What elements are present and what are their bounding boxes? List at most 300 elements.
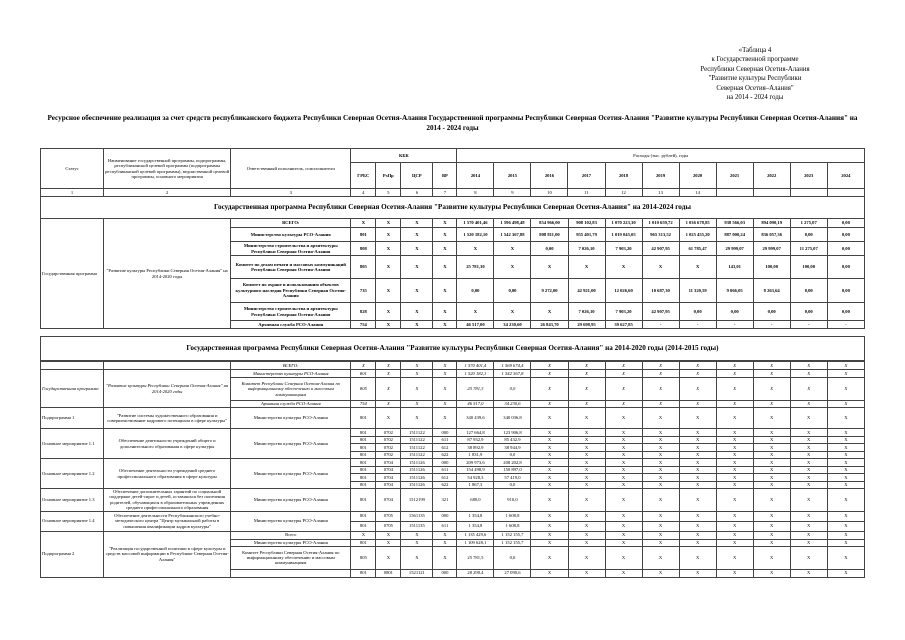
row-vr: 000 bbox=[433, 429, 457, 437]
row-value: Х bbox=[716, 429, 753, 437]
row-value: Х bbox=[753, 511, 790, 521]
row-status: Подпрограмма 1 bbox=[41, 408, 104, 429]
row-value: - bbox=[679, 321, 716, 329]
row-value: Х bbox=[642, 451, 679, 459]
row-value: Х bbox=[679, 466, 716, 474]
row-value: Х bbox=[642, 539, 679, 546]
row-program-name: "Реализация государственной политики в сфере культуры и средств массовой информации в Республике Северная Осетия-Алания" bbox=[104, 531, 231, 577]
header-grbs: ГРБС bbox=[351, 163, 376, 189]
row-value: Х bbox=[642, 489, 679, 512]
row-executor: Министерство культуры РСО-Алания bbox=[231, 228, 351, 242]
row-grbs: Х bbox=[351, 531, 376, 539]
row-vr: 612 bbox=[433, 474, 457, 482]
row-value: Х bbox=[679, 444, 716, 452]
row-value: Х bbox=[790, 378, 827, 401]
col-number: 12 bbox=[605, 189, 642, 197]
row-value: 85 432,9 bbox=[494, 436, 531, 444]
row-value: Х bbox=[605, 546, 642, 569]
row-grbs: 805 bbox=[351, 378, 376, 401]
row-value: Х bbox=[642, 362, 679, 370]
row-value: Х bbox=[790, 521, 827, 531]
row-value: 1 542 367,88 bbox=[494, 228, 531, 242]
row-value: 10 687,30 bbox=[642, 279, 679, 303]
row-csr: Х bbox=[401, 539, 433, 546]
row-grbs: 801 bbox=[351, 436, 376, 444]
row-value: 12 026,60 bbox=[605, 279, 642, 303]
row-value: Х bbox=[605, 466, 642, 474]
row-program-name: Обеспечение деятельности учреждений общего и дополнительного образования в сфере культуры bbox=[104, 429, 231, 459]
row-value: Х bbox=[568, 370, 605, 378]
header-year: 2017 bbox=[568, 163, 605, 189]
row-vr: Х bbox=[433, 531, 457, 539]
row-grbs: 754 bbox=[351, 321, 376, 329]
header-year: 2024 bbox=[827, 163, 864, 189]
row-value: 1 542 367,8 bbox=[494, 370, 531, 378]
row-value: 854 966,00 bbox=[531, 219, 568, 228]
col-number: 3 bbox=[231, 189, 351, 197]
row-value: Х bbox=[605, 481, 642, 489]
row-value: Х bbox=[531, 362, 568, 370]
row-value: Х bbox=[753, 489, 790, 512]
row-value: Х bbox=[679, 481, 716, 489]
row-rzpr: 0704 bbox=[376, 466, 401, 474]
row-value: 836 057,36 bbox=[753, 228, 790, 242]
row-vr: Х bbox=[433, 321, 457, 329]
document-title: Ресурсное обеспечение реализация за счет средств республиканского бюджета Республики Северная Осетия-Алания Государственной программы Республики Северная Осетия-Алания "Развитие культуры Республики Северная Осетия-Алания" на 2014 - 2024 годы bbox=[47, 114, 858, 132]
row-vr: 622 bbox=[433, 451, 457, 459]
row-value: Х bbox=[642, 569, 679, 577]
row-csr: 1512199 bbox=[401, 489, 433, 512]
row-value: 127 664,8 bbox=[457, 429, 494, 437]
row-value: Х bbox=[642, 256, 679, 279]
row-value: - bbox=[716, 321, 753, 329]
row-csr: Х bbox=[401, 219, 433, 228]
row-value: Х bbox=[753, 436, 790, 444]
header-kbk: КБК bbox=[351, 149, 457, 163]
row-status: Государственная программа bbox=[41, 219, 104, 329]
row-value: 1 596 498,48 bbox=[494, 219, 531, 228]
row-value: 7 026,10 bbox=[568, 242, 605, 256]
row-program-name: Обеспечение дополнительных гарантий по социальной поддержке детей-сирот и детей, оставшихся без попечения родителей, обучающихся в образовательных учреждениях среднего профессионального образования bbox=[104, 489, 231, 512]
row-value: 57 419,0 bbox=[494, 474, 531, 482]
row-value: Х bbox=[827, 531, 864, 539]
row-value: Х bbox=[568, 459, 605, 467]
table-row bbox=[41, 408, 865, 429]
row-value: Х bbox=[827, 489, 864, 512]
row-value: Х bbox=[531, 481, 568, 489]
row-rzpr: 0705 bbox=[376, 521, 401, 531]
row-value: - bbox=[642, 321, 679, 329]
row-value: 39 627,85 bbox=[605, 321, 642, 329]
section1-table bbox=[40, 218, 865, 329]
table-caption-note bbox=[650, 46, 860, 102]
row-value: 340 439,6 bbox=[457, 408, 494, 429]
row-value: 46 517,0 bbox=[457, 401, 494, 408]
row-value: Х bbox=[753, 444, 790, 452]
row-value: 938 566,03 bbox=[716, 219, 753, 228]
row-value: Х bbox=[716, 489, 753, 512]
header-year: 2015 bbox=[494, 163, 531, 189]
row-value: 1 569 674,4 bbox=[494, 362, 531, 370]
row-value: Х bbox=[531, 539, 568, 546]
row-value: Х bbox=[642, 474, 679, 482]
row-value: Х bbox=[568, 539, 605, 546]
row-value: 8 263,64 bbox=[753, 279, 790, 303]
row-value: 0,00 bbox=[679, 303, 716, 321]
row-rzpr: 0702 bbox=[376, 444, 401, 452]
row-value: 1 354,8 bbox=[457, 521, 494, 531]
row-value: Х bbox=[753, 531, 790, 539]
row-value: 0,00 bbox=[827, 256, 864, 279]
row-value: Х bbox=[827, 378, 864, 401]
row-vr: Х bbox=[433, 378, 457, 401]
row-grbs: 801 bbox=[351, 474, 376, 482]
row-csr: Х bbox=[401, 546, 433, 569]
row-value: Х bbox=[716, 459, 753, 467]
section-title-2014-2024: Государственная программа Республики Северная Осетия-Алания "Развитие культуры Республики Северная Осетия-Алания" на 2014-2024 годы bbox=[41, 197, 865, 219]
row-rzpr: 0704 bbox=[376, 459, 401, 467]
row-value: 0,0 bbox=[494, 481, 531, 489]
row-executor: Комитет по охране и использованию объектов культурного наследия Республики Северная Осетия-Алания bbox=[231, 279, 351, 303]
col-number: 13 bbox=[642, 189, 679, 197]
row-value: Х bbox=[605, 521, 642, 531]
row-value: 1 570 401,4 bbox=[457, 362, 494, 370]
row-value: Х bbox=[753, 474, 790, 482]
row-value: Х bbox=[679, 378, 716, 401]
row-vr: 000 bbox=[433, 569, 457, 577]
row-value: Х bbox=[790, 429, 827, 437]
row-value: Х bbox=[716, 401, 753, 408]
row-value: 0,00 bbox=[790, 228, 827, 242]
row-rzpr: Х bbox=[376, 362, 401, 370]
row-value: Х bbox=[642, 370, 679, 378]
row-value: 42 921,00 bbox=[568, 279, 605, 303]
row-value: 1 520 182,1 bbox=[457, 370, 494, 378]
col-number: 14 bbox=[679, 189, 716, 197]
row-executor bbox=[231, 569, 351, 577]
row-value: Х bbox=[716, 370, 753, 378]
row-value: Х bbox=[679, 256, 716, 279]
row-value: 27 090,6 bbox=[494, 569, 531, 577]
row-value: Х bbox=[605, 436, 642, 444]
row-grbs: 801 bbox=[351, 481, 376, 489]
col-number: 8 bbox=[457, 189, 494, 197]
note-line: «Таблица 4 bbox=[738, 47, 772, 54]
row-value: Х bbox=[827, 481, 864, 489]
row-value: 154 498,9 bbox=[457, 466, 494, 474]
row-rzpr: Х bbox=[376, 539, 401, 546]
row-value: 0,0 bbox=[494, 546, 531, 569]
row-value: 1 109 628,1 bbox=[457, 539, 494, 546]
row-value: Х bbox=[568, 474, 605, 482]
row-status: Основное мероприятие 1.2 bbox=[41, 459, 104, 489]
row-value: 123 906,8 bbox=[494, 429, 531, 437]
row-executor: Министерство строительства и архитектуры Республики Северная Осетия-Алания bbox=[231, 242, 351, 256]
row-value: Х bbox=[716, 569, 753, 577]
row-value: Х bbox=[753, 466, 790, 474]
row-value: Х bbox=[642, 429, 679, 437]
row-value: 955 401,79 bbox=[568, 228, 605, 242]
row-csr: 1511135 bbox=[401, 521, 433, 531]
row-value: Х bbox=[605, 408, 642, 429]
col-number: 2 bbox=[104, 189, 231, 197]
row-value: Х bbox=[753, 539, 790, 546]
note-line: Республики Северная Осетия-Алания bbox=[700, 65, 810, 73]
row-value: 42 907,95 bbox=[642, 303, 679, 321]
row-value: 0,00 bbox=[827, 279, 864, 303]
table-row bbox=[41, 511, 865, 521]
row-value: Х bbox=[605, 370, 642, 378]
row-value: Х bbox=[790, 481, 827, 489]
row-rzpr: Х bbox=[376, 378, 401, 401]
row-value: Х bbox=[827, 521, 864, 531]
row-value: 7 903,20 bbox=[605, 242, 642, 256]
row-executor: Комитет Республики Северная Осетия-Алания по информационному обеспечению и массовым коммуникациям bbox=[231, 546, 351, 569]
row-rzpr: 0801 bbox=[376, 569, 401, 577]
row-rzpr: Х bbox=[376, 370, 401, 378]
row-grbs: 801 bbox=[351, 451, 376, 459]
row-value: Х bbox=[790, 511, 827, 521]
row-executor: Министерство культуры РСО-Алания bbox=[231, 459, 351, 489]
row-status bbox=[41, 362, 104, 370]
row-executor: Архивная служба РСО-Алания bbox=[231, 321, 351, 329]
row-value: 9 066,05 bbox=[716, 279, 753, 303]
row-executor: Комитет Республики Северная Осетия-Алания по информационному обеспечению и массовым коммуникациям bbox=[231, 378, 351, 401]
row-value: Х bbox=[568, 378, 605, 401]
row-rzpr: 0702 bbox=[376, 436, 401, 444]
header-csr: ЦСР bbox=[401, 163, 433, 189]
row-value: 100,00 bbox=[753, 256, 790, 279]
row-value: Х bbox=[679, 546, 716, 569]
header-name: Наименование государственной программы, подпрограммы, республиканской целевой программы (подпрограммы республиканской целевой программы), ведомственной целевой программы, основного мероприятия bbox=[104, 149, 231, 189]
row-value: Х bbox=[753, 569, 790, 577]
header-executor: Ответственный исполнитель, соисполнители bbox=[231, 149, 351, 189]
row-executor: Министерство культуры РСО-Алания bbox=[231, 539, 351, 546]
row-vr: Х bbox=[433, 362, 457, 370]
row-rzpr: 0704 bbox=[376, 474, 401, 482]
row-value: Х bbox=[531, 466, 568, 474]
row-grbs: 754 bbox=[351, 401, 376, 408]
col-number: 4 bbox=[351, 189, 376, 197]
row-csr: Х bbox=[401, 531, 433, 539]
row-value: 1 354,8 bbox=[457, 511, 494, 521]
row-value: Х bbox=[753, 459, 790, 467]
row-value: 1 152 155,7 bbox=[494, 539, 531, 546]
row-executor: Архивная служба РСО-Алания bbox=[231, 401, 351, 408]
row-value: Х bbox=[679, 451, 716, 459]
row-csr: Х bbox=[401, 378, 433, 401]
header-year: 2021 bbox=[716, 163, 753, 189]
col-number: 9 bbox=[494, 189, 531, 197]
row-value: Х bbox=[790, 408, 827, 429]
note-line: "Развитие культуры Республики bbox=[708, 75, 802, 83]
row-csr: 1511126 bbox=[401, 466, 433, 474]
row-value: Х bbox=[642, 511, 679, 521]
row-value: Х bbox=[605, 451, 642, 459]
row-vr: 321 bbox=[433, 489, 457, 512]
col-number: 5 bbox=[376, 189, 401, 197]
row-value: Х bbox=[531, 489, 568, 512]
row-value: Х bbox=[716, 466, 753, 474]
row-value: Х bbox=[642, 401, 679, 408]
row-value: Х bbox=[753, 408, 790, 429]
row-value: Х bbox=[679, 569, 716, 577]
row-value: 1 608,8 bbox=[494, 511, 531, 521]
row-value: 1 025 455,20 bbox=[679, 228, 716, 242]
row-value: 38 892,9 bbox=[457, 444, 494, 452]
row-value: 9 272,00 bbox=[531, 279, 568, 303]
row-grbs: 805 bbox=[351, 546, 376, 569]
row-value: - bbox=[790, 321, 827, 329]
row-value: Х bbox=[605, 569, 642, 577]
row-value: 1 608,8 bbox=[494, 521, 531, 531]
row-rzpr: Х bbox=[376, 303, 401, 321]
row-executor: ВСЕГО: bbox=[231, 219, 351, 228]
row-executor: Министерство культуры РСО-Алания bbox=[231, 489, 351, 512]
row-value: Х bbox=[568, 429, 605, 437]
row-value: 0,00 bbox=[827, 219, 864, 228]
row-value: Х bbox=[642, 436, 679, 444]
row-value: 54 928,3 bbox=[457, 474, 494, 482]
row-value: 0,00 bbox=[827, 228, 864, 242]
row-value: Х bbox=[753, 429, 790, 437]
row-vr: Х bbox=[433, 546, 457, 569]
row-value: 25 781,3 bbox=[457, 378, 494, 401]
row-value: Х bbox=[642, 408, 679, 429]
row-value: Х bbox=[642, 466, 679, 474]
row-csr: Х bbox=[401, 408, 433, 429]
row-value: Х bbox=[753, 481, 790, 489]
row-value: Х bbox=[716, 531, 753, 539]
table-row bbox=[41, 531, 865, 539]
note-line: к Государственной программе bbox=[711, 56, 799, 64]
row-value: Х bbox=[568, 531, 605, 539]
header-vr: ВР bbox=[433, 163, 457, 189]
row-rzpr: Х bbox=[376, 279, 401, 303]
row-vr: Х bbox=[433, 539, 457, 546]
row-value: Х bbox=[716, 451, 753, 459]
row-vr: Х bbox=[433, 228, 457, 242]
row-value: 1 570 401,46 bbox=[457, 219, 494, 228]
row-value: Х bbox=[531, 436, 568, 444]
header-status: Статус bbox=[41, 149, 104, 189]
row-csr: 1561135 bbox=[401, 511, 433, 521]
row-csr: 1511126 bbox=[401, 481, 433, 489]
row-value: Х bbox=[679, 362, 716, 370]
row-value: Х bbox=[679, 531, 716, 539]
row-value: 11 275,07 bbox=[790, 242, 827, 256]
row-value: Х bbox=[568, 256, 605, 279]
row-grbs: 801 bbox=[351, 539, 376, 546]
row-grbs: 828 bbox=[351, 303, 376, 321]
row-value: Х bbox=[494, 242, 531, 256]
header-year: 2022 bbox=[753, 163, 790, 189]
row-value: Х bbox=[457, 242, 494, 256]
row-value: 25 781,5 bbox=[457, 546, 494, 569]
row-value: 7 903,20 bbox=[605, 303, 642, 321]
row-grbs: 801 bbox=[351, 466, 376, 474]
row-value: Х bbox=[679, 429, 716, 437]
row-value: Х bbox=[531, 408, 568, 429]
row-rzpr: 0705 bbox=[376, 511, 401, 521]
row-value: 29 999,07 bbox=[716, 242, 753, 256]
row-vr: Х bbox=[433, 401, 457, 408]
row-value: 1 070 223,30 bbox=[605, 219, 642, 228]
row-value: 0,00 bbox=[494, 279, 531, 303]
row-grbs: 801 bbox=[351, 408, 376, 429]
row-value: Х bbox=[568, 451, 605, 459]
header-table bbox=[40, 148, 865, 219]
row-vr: Х bbox=[433, 303, 457, 321]
row-grbs: Х bbox=[351, 362, 376, 370]
row-value: Х bbox=[605, 401, 642, 408]
row-grbs: 801 bbox=[351, 228, 376, 242]
row-csr: 1521121 bbox=[401, 569, 433, 577]
header-year: 2020 bbox=[679, 163, 716, 189]
row-value: Х bbox=[568, 466, 605, 474]
row-csr: Х bbox=[401, 370, 433, 378]
header-year: 2014 bbox=[457, 163, 494, 189]
col-number: 10 bbox=[531, 189, 568, 197]
row-value: Х bbox=[679, 489, 716, 512]
row-status: Основное мероприятие 1.3 bbox=[41, 489, 104, 512]
note-line: на 2014 - 2024 годы bbox=[726, 94, 784, 102]
row-value: Х bbox=[753, 451, 790, 459]
row-value: 209 973,6 bbox=[457, 459, 494, 467]
row-value: Х bbox=[716, 436, 753, 444]
row-value: Х bbox=[679, 521, 716, 531]
row-value: Х bbox=[753, 521, 790, 531]
row-value: Х bbox=[531, 459, 568, 467]
row-vr: 622 bbox=[433, 481, 457, 489]
row-value: Х bbox=[568, 511, 605, 521]
row-value: Х bbox=[531, 531, 568, 539]
table-row bbox=[41, 489, 865, 512]
row-value: 150 897,0 bbox=[494, 466, 531, 474]
row-value: Х bbox=[531, 401, 568, 408]
row-executor: Министерство культуры РСО-Алания bbox=[231, 511, 351, 531]
row-status: Основное мероприятие 1.4 bbox=[41, 511, 104, 531]
row-csr: 1511122 bbox=[401, 436, 433, 444]
row-grbs: 801 bbox=[351, 569, 376, 577]
row-value: Х bbox=[568, 408, 605, 429]
row-value: 42 907,95 bbox=[642, 242, 679, 256]
row-value: Х bbox=[568, 521, 605, 531]
row-value: Х bbox=[827, 546, 864, 569]
row-vr: 000 bbox=[433, 459, 457, 467]
row-value: 87 932,9 bbox=[457, 436, 494, 444]
row-value: 208 202,8 bbox=[494, 459, 531, 467]
row-value: 1 867,3 bbox=[457, 481, 494, 489]
row-rzpr: Х bbox=[376, 408, 401, 429]
row-vr: 611 bbox=[433, 436, 457, 444]
row-value: Х bbox=[679, 474, 716, 482]
row-vr: Х bbox=[433, 408, 457, 429]
row-value: Х bbox=[679, 370, 716, 378]
row-value: 340 036,8 bbox=[494, 408, 531, 429]
row-value: Х bbox=[531, 569, 568, 577]
row-vr: 612 bbox=[433, 444, 457, 452]
row-value: Х bbox=[605, 539, 642, 546]
table-row bbox=[41, 459, 865, 467]
col-number: 7 bbox=[433, 189, 457, 197]
row-value: 1 036 678,85 bbox=[679, 219, 716, 228]
row-value: Х bbox=[716, 546, 753, 569]
row-grbs: 801 bbox=[351, 370, 376, 378]
row-value: 0,00 bbox=[790, 279, 827, 303]
row-grbs: Х bbox=[351, 219, 376, 228]
row-value: Х bbox=[753, 370, 790, 378]
